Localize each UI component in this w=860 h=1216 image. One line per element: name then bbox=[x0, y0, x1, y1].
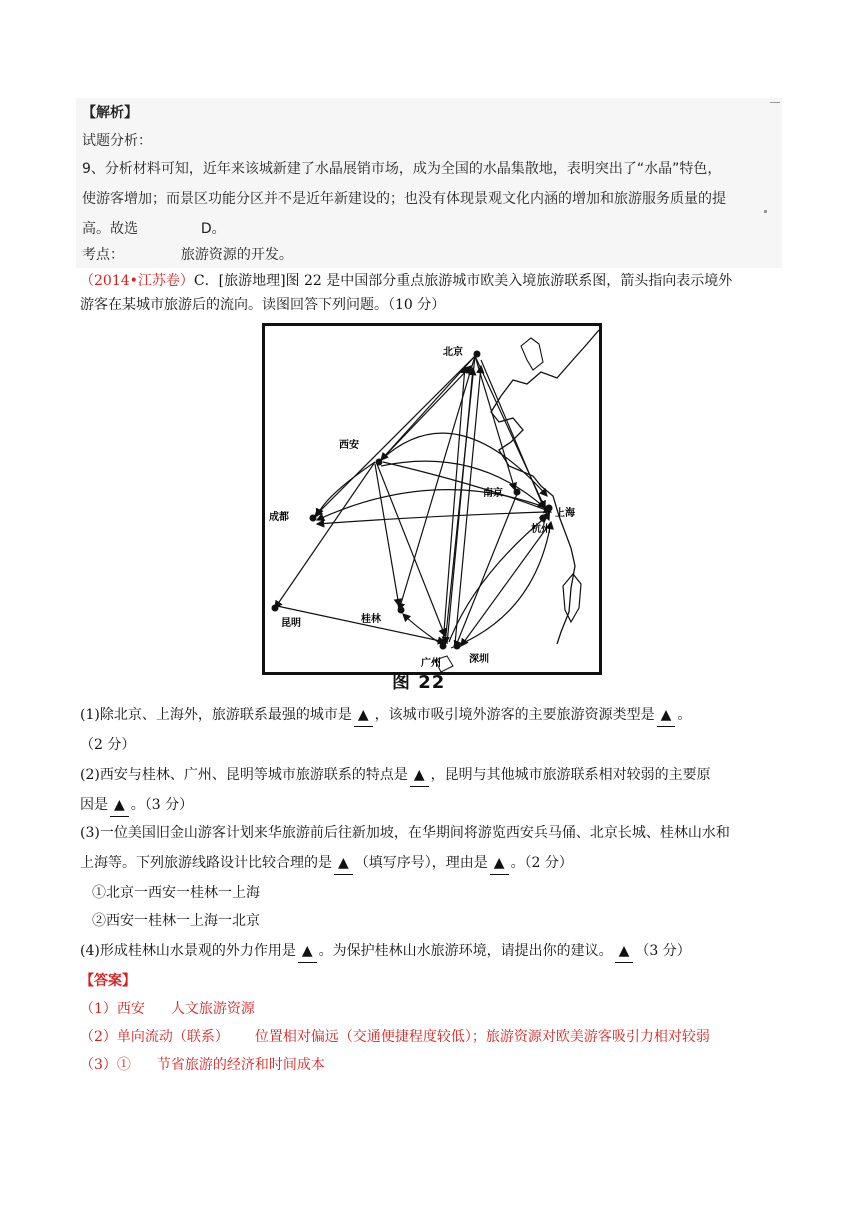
question-4-line-1 bbox=[80, 940, 691, 963]
answer-2-number: （2）单向流动（联系） bbox=[80, 1029, 229, 1045]
city-dot-xian bbox=[376, 459, 383, 466]
q1-text-c: 。 bbox=[677, 707, 692, 723]
analysis-heading: 【解析】 bbox=[82, 105, 138, 121]
option-2: ②西安一桂林一上海一北京 bbox=[92, 913, 260, 929]
flow-line bbox=[461, 522, 551, 646]
answer-blank: ▲ bbox=[410, 764, 429, 787]
figure-22-map bbox=[262, 323, 602, 675]
city-label-guilin: 桂林 bbox=[361, 614, 381, 625]
q1-text-b: ，该城市吸引境外游客的主要旅游资源类型是 bbox=[374, 707, 655, 723]
city-label-beijing: 北京 bbox=[443, 347, 463, 358]
flow-line bbox=[455, 494, 517, 648]
city-dot-chengdu bbox=[310, 515, 317, 522]
analysis-line-3-text: 高。故选 bbox=[82, 221, 138, 237]
analysis-line-1: 9、分析材料可知，近年来该城新建了水晶展销市场，成为全国的水晶集散地，表明突出了“水晶”特色， bbox=[82, 161, 722, 177]
question-intro-line-1 bbox=[80, 270, 732, 292]
city-label-chengdu: 成都 bbox=[269, 512, 289, 523]
city-dot-guilin bbox=[398, 607, 405, 614]
flow-line bbox=[381, 356, 475, 460]
q4-text-b: 。为保护桂林山水旅游环境，请提出你的建议。 bbox=[318, 943, 613, 959]
answer-1 bbox=[80, 998, 255, 1020]
question-3-line-2 bbox=[80, 852, 573, 875]
question-1-line-1 bbox=[80, 704, 691, 727]
city-dot-nanjing bbox=[514, 489, 521, 496]
option-1: ①北京一西安一桂林一上海 bbox=[92, 885, 260, 901]
q4-text-c: （3 分） bbox=[635, 943, 691, 959]
flow-line bbox=[383, 462, 551, 512]
q1-text-a: (1)除北京、上海外，旅游联系最强的城市是 bbox=[80, 707, 352, 723]
answer-blank: ▲ bbox=[657, 704, 676, 727]
q3-text-d: 。（2 分） bbox=[510, 855, 573, 871]
q2-text-c: 因是 bbox=[80, 797, 108, 813]
answer-2-value: 位置相对偏远（交通便捷程度较低）；旅游资源对欧美游客吸引力相对较弱 bbox=[254, 1029, 710, 1045]
analysis-line-3 bbox=[82, 218, 226, 238]
tourism-flow-map bbox=[265, 326, 599, 672]
answer-blank: ▲ bbox=[298, 940, 317, 963]
question-2-line-1 bbox=[80, 764, 711, 787]
flow-line bbox=[317, 512, 545, 524]
answer-3-value: 节省旅游的经济和时间成本 bbox=[156, 1057, 325, 1073]
answer-blank: ▲ bbox=[490, 852, 509, 875]
city-dot-guangzhou bbox=[440, 643, 447, 650]
answer-2 bbox=[80, 1026, 710, 1048]
q4-text-a: (4)形成桂林山水景观的外力作用是 bbox=[80, 943, 296, 959]
question-intro-line-2: 游客在某城市旅游后的流向。读图回答下列问题。（10 分） bbox=[80, 297, 446, 313]
question-3-line-1: (3)一位美国旧金山游客计划来华旅游前后往新加坡，在华期间将游览西安兵马俑、北京长城、桂林山水和 bbox=[80, 825, 730, 841]
city-dot-shanghai bbox=[546, 505, 553, 512]
analysis-scan-block bbox=[76, 98, 782, 268]
answer-1-value: 人文旅游资源 bbox=[170, 1001, 255, 1017]
analysis-subheading: 试题分析： bbox=[82, 133, 152, 149]
q3-text-c: （填写序号），理由是 bbox=[354, 855, 488, 871]
city-dots bbox=[272, 351, 553, 650]
keypoint-value: 旅游资源的开发。 bbox=[180, 247, 293, 263]
analysis-answer-choice: D。 bbox=[200, 221, 226, 237]
q2-text-a: (2)西安与桂林、广州、昆明等城市旅游联系的特点是 bbox=[80, 767, 408, 783]
city-label-kunming: 昆明 bbox=[281, 618, 301, 629]
coastline bbox=[491, 330, 599, 644]
city-label-shenzhen: 深圳 bbox=[469, 654, 489, 665]
scan-mark bbox=[764, 210, 767, 213]
city-label-guangzhou: 广州 bbox=[421, 658, 441, 669]
question-intro-text-1: C．[旅游地理]图 22 是中国部分重点旅游城市欧美入境旅游联系图，箭头指向表示境外 bbox=[193, 273, 733, 289]
city-label-nanjing: 南京 bbox=[483, 488, 503, 499]
keypoint-label: 考点： bbox=[82, 247, 124, 263]
scan-mark bbox=[770, 102, 780, 103]
flow-lines bbox=[275, 356, 551, 648]
city-dot-shenzhen bbox=[454, 643, 461, 650]
city-dot-hangzhou bbox=[540, 515, 547, 522]
city-label-shanghai: 上海 bbox=[555, 508, 575, 519]
answer-blank: ▲ bbox=[615, 940, 634, 963]
question-source: （2014•江苏卷） bbox=[80, 273, 194, 289]
answer-blank: ▲ bbox=[354, 704, 373, 727]
city-dot-kunming bbox=[272, 605, 279, 612]
flow-line bbox=[451, 522, 551, 648]
answer-1-number: （1）西安 bbox=[80, 1001, 145, 1017]
answer-3-number: （3）① bbox=[80, 1057, 131, 1073]
answer-3 bbox=[80, 1054, 325, 1076]
city-label-xian: 西安 bbox=[339, 440, 359, 451]
q3-text-b: 上海等。下列旅游线路设计比较合理的是 bbox=[80, 855, 332, 871]
answer-blank: ▲ bbox=[334, 852, 353, 875]
flow-line bbox=[443, 366, 465, 644]
q1-score: （2 分） bbox=[80, 737, 136, 753]
question-2-line-2 bbox=[80, 794, 193, 817]
figure-caption: 图 22 bbox=[392, 672, 446, 693]
answer-title: 【答案】 bbox=[80, 973, 136, 989]
city-label-hangzhou: 杭州 bbox=[531, 524, 551, 535]
analysis-keypoint bbox=[82, 244, 293, 264]
analysis-line-2: 使游客增加；而景区功能分区并不是近年新建设的；也没有体现景观文化内涵的增加和旅游服务质量的提 bbox=[82, 191, 726, 207]
answer-blank: ▲ bbox=[110, 794, 129, 817]
flow-line bbox=[375, 464, 399, 606]
city-dot-beijing bbox=[474, 351, 481, 358]
q2-text-d: 。（3 分） bbox=[130, 797, 194, 813]
flow-line bbox=[275, 462, 375, 608]
q2-text-b: ，昆明与其他城市旅游联系相对较弱的主要原 bbox=[430, 767, 711, 783]
peninsula bbox=[521, 338, 543, 370]
